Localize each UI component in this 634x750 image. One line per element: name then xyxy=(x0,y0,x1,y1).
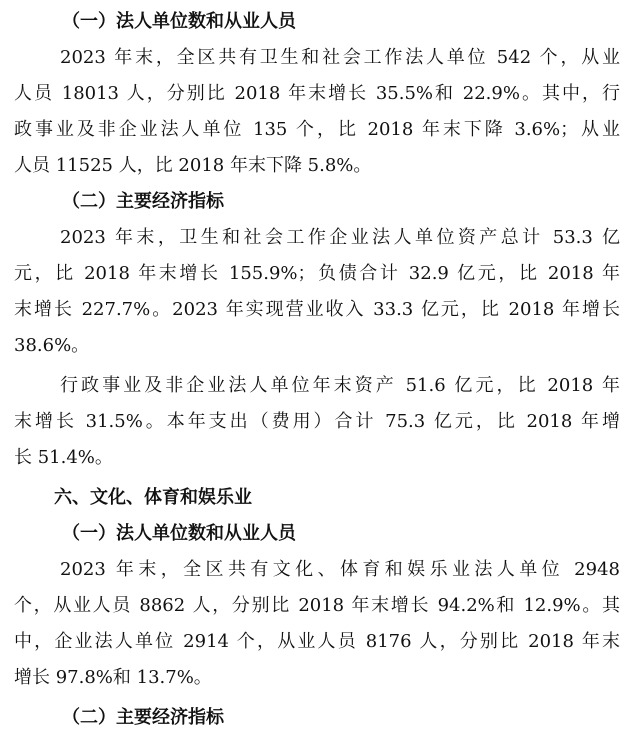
text-line: 长 51.4%。 xyxy=(14,447,113,468)
text-line: 增长 97.8%和 13.7%。 xyxy=(14,667,212,688)
paragraph-health-public-units-assets xyxy=(14,368,620,476)
section-heading-legal-units-health: （一）法人单位数和从业人员 xyxy=(62,11,296,32)
text-line: 2023 年末，卫生和社会工作企业法人单位资产总计 53.3 亿 xyxy=(60,227,620,248)
section-heading-legal-units-culture: （一）法人单位数和从业人员 xyxy=(62,523,296,544)
text-line: 元，比 2018 年末增长 155.9%；负债合计 32.9 亿元，比 2018 年 xyxy=(14,263,620,284)
paragraph-legal-units-culture xyxy=(14,552,620,696)
section-heading-economic-indicators-health: （二）主要经济指标 xyxy=(62,191,224,212)
text-line: 个，从业人员 8862 人，分别比 2018 年末增长 94.2%和 12.9%。其 xyxy=(14,595,620,616)
paragraph-legal-units-health xyxy=(14,40,620,184)
section-heading-economic-indicators-culture: （二）主要经济指标 xyxy=(62,707,224,728)
chapter-heading-culture-sports: 六、文化、体育和娱乐业 xyxy=(54,487,252,508)
text-line: 政事业及非企业法人单位 135 个，比 2018 年末下降 3.6%；从业 xyxy=(14,119,620,140)
text-line: 38.6%。 xyxy=(14,335,90,356)
text-line: 末增长 31.5%。本年支出（费用）合计 75.3 亿元，比 2018 年增 xyxy=(14,411,620,432)
text-line: 末增长 227.7%。2023 年实现营业收入 33.3 亿元，比 2018 年增长 xyxy=(14,299,620,320)
text-line: 人员 11525 人，比 2018 年末下降 5.8%。 xyxy=(14,155,372,176)
paragraph-health-enterprise-assets xyxy=(14,220,620,364)
text-line: 2023 年末，全区共有卫生和社会工作法人单位 542 个，从业 xyxy=(60,47,620,68)
text-line: 人员 18013 人，分别比 2018 年末增长 35.5%和 22.9%。其中，行 xyxy=(14,83,620,104)
text-line: 2023 年末，全区共有文化、体育和娱乐业法人单位 2948 xyxy=(60,559,620,580)
text-line: 行政事业及非企业法人单位年末资产 51.6 亿元，比 2018 年 xyxy=(60,375,620,396)
text-line: 中，企业法人单位 2914 个，从业人员 8176 人，分别比 2018 年末 xyxy=(14,631,620,652)
